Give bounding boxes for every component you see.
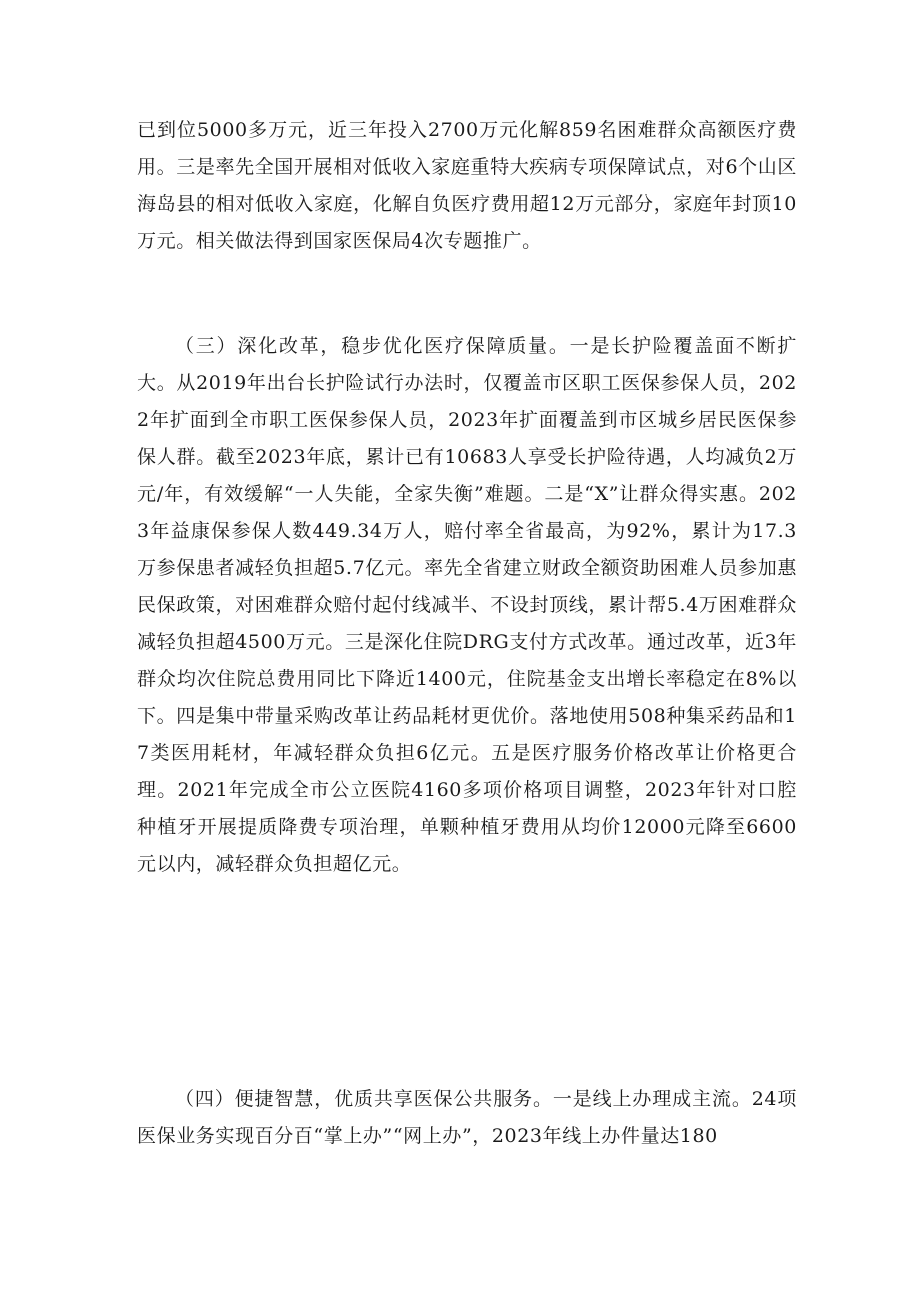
paragraph-continued: 已到位5000多万元，近三年投入2700万元化解859名困难群众高额医疗费用。三是率先全国开展相对低收入家庭重特大疾病专项保障试点，对6个山区海岛县的相对低收入家庭，化解自负医疗费用超12万元部分，家庭年封顶10万元。相关做法得到国家医保局4次专题推广。 [137,119,797,252]
paragraph-section-4: （四）便捷智慧，优质共享医保公共服务。一是线上办理成主流。24项医保业务实现百分百“掌上办”“网上办”，2023年线上办件量达180 [137,1088,797,1147]
paragraph-section-3: （三）深化改革，稳步优化医疗保障质量。一是长护险覆盖面不断扩大。从2019年出台长护险试行办法时，仅覆盖市区职工医保参保人员，2022年扩面到全市职工医保参保人员，2023年扩面覆盖到市区城乡居民医保参保人群。截至2023年底，累计已有10683人享受长护险待遇，人均减负2万元/年，有效缓解“一人失能，全家失衡”难题。二是“X”让群众得实惠。2023年益康保参保人数449.34万人，赔付率全省最高，为92%，累计为17.3万参保患者减轻负担超5.7亿元。率先全省建立财政全额资助困难人员参加惠民保政策，对困难群众赔付起付线减半、不设封顶线，累计帮5.4万困难群众减轻负担超4500万元。三是深化住院DRG支付方式改革。通过改革，近3年群众均次住院总费用同比下降近1400元，住院基金支出增长率稳定在8%以下。四是集中带量采购改革让药品耗材更优价。落地使用508种集采药品和17类医用耗材，年减轻群众负担6亿元。五是医疗服务价格改革让价格更合理。2021年完成全市公立医院4160多项价格项目调整，2023年针对口腔种植牙开展提质降费专项治理，单颗种植牙费用从均价12000元降至6600元以内，减轻群众负担超亿元。 [137,335,797,875]
